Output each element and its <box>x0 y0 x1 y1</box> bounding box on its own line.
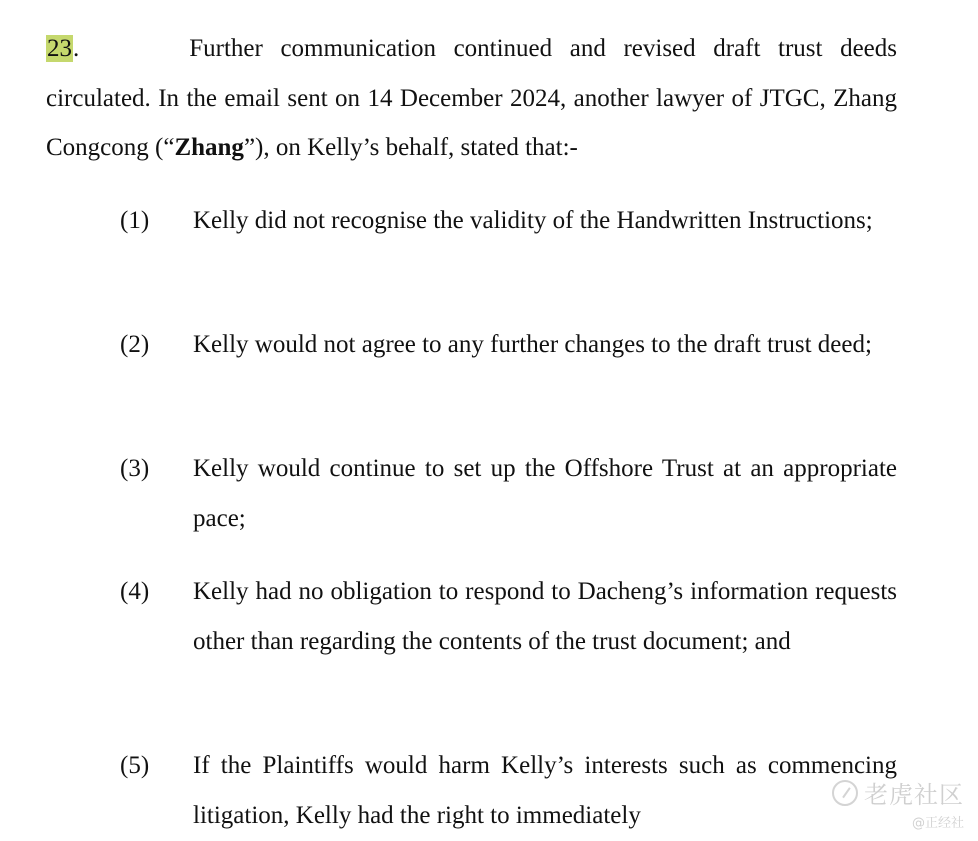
paragraph-number-highlight: 23 <box>47 35 72 62</box>
watermark <box>832 775 964 831</box>
paragraph-text-end: ”), on Kelly’s behalf, stated that:- <box>243 134 578 161</box>
list-item-text: Kelly had no obligation to respond to Dacheng’s information requests other than regarding the contents of the trust document; and <box>193 578 897 655</box>
list-item-label: (1) <box>120 207 150 234</box>
list-item-label: (4) <box>120 578 150 605</box>
watermark-main-text: 老虎社区 <box>864 781 964 809</box>
tiger-logo-icon <box>832 780 858 806</box>
list-item-text: If the Plaintiffs would harm Kelly’s interests such as commencing litigation, Kelly had the right to immediately <box>193 752 897 829</box>
list-item-text: Kelly would continue to set up the Offshore Trust at an appropriate pace; <box>193 455 897 532</box>
list-item-label: (5) <box>120 752 150 779</box>
list-item-text: Kelly would not agree to any further changes to the draft trust deed; <box>193 331 872 358</box>
list-item-label: (3) <box>120 455 150 482</box>
paragraph-number-suffix: . <box>73 35 80 62</box>
paragraph-text-start: Further communication continued and revised draft trust deeds circulated. In the email sent on 14 December 2024, another lawyer of JTGC, Zhang Congcong (“ <box>46 35 897 161</box>
list-item-text: Kelly did not recognise the validity of the Handwritten Instructions; <box>193 207 873 234</box>
watermark-sub-text: @正经社 <box>911 816 964 831</box>
watermark-main <box>832 775 964 810</box>
list-item-label: (2) <box>120 331 150 358</box>
paragraph-23 <box>46 24 897 173</box>
defined-term-zhang: Zhang <box>174 134 244 161</box>
